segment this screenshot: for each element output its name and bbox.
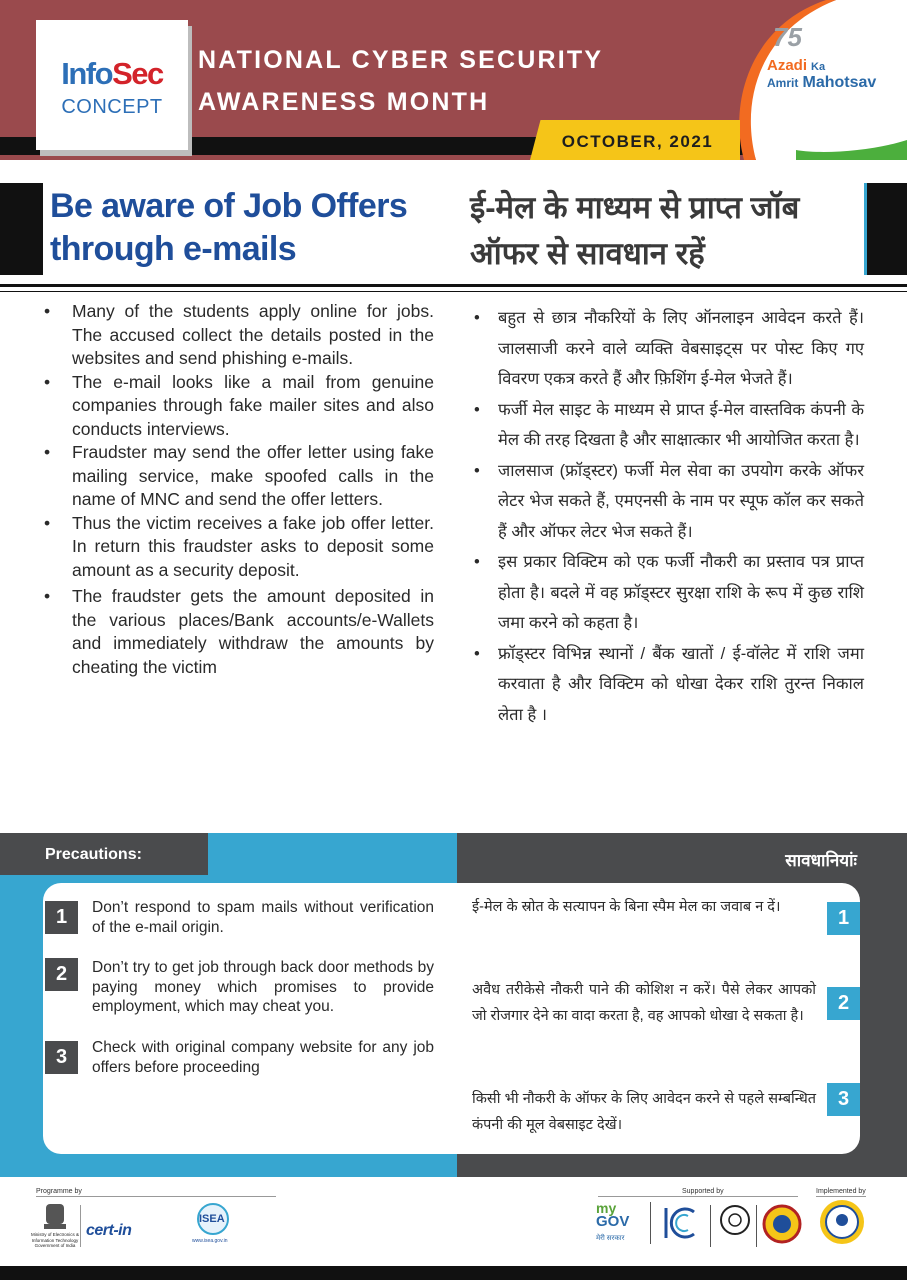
infosec-wordmark (36, 56, 188, 92)
precaution-number-hi-3: 3 (827, 1083, 860, 1116)
mygov-sub: मेरी सरकार (596, 1235, 625, 1242)
list-item: • फ्रॉड्स्टर विभिन्न स्थानों / बैंक खातों / ई-वॉलेट में राशि जमा करवाता है और विक्टिम को धोखा देकर राशि तुरन्त निकाल लेता है । (472, 639, 864, 731)
aka-azadi: Azadi (767, 57, 808, 74)
precaution-number-1: 1 (45, 901, 78, 934)
cdac-seal-icon (818, 1198, 866, 1246)
logo-sec-text: Sec (112, 56, 163, 91)
list-item: • Many of the students apply online for jobs. The accused collect the details posted in the websites and send phishing e-mails. (42, 300, 434, 371)
precaution-en-2: Don’t try to get job through back door methods by paying money which promises to provide employment, which may cheat you. (92, 959, 434, 1015)
precaution-hi-3: किसी भी नौकरी के ऑफर के लिए आवेदन करने से पहले सम्बन्धित कंपनी की मूल वेबसाइट देखें। (472, 1091, 816, 1133)
ic-logo-icon (660, 1204, 700, 1242)
precaution-number-2: 2 (45, 958, 78, 991)
aka-ka: Ka (811, 61, 826, 73)
precaution-number-hi-2: 2 (827, 987, 860, 1020)
date-text: OCTOBER, 2021 (561, 132, 714, 151)
title-right-bar (864, 183, 907, 275)
footer-divider (650, 1202, 651, 1244)
footer-rule-left (36, 1196, 276, 1197)
header-title-line1: NATIONAL CYBER SECURITY (198, 46, 604, 74)
title-rule-thin (0, 291, 907, 292)
precaution-en-3: Check with original company website for any job offers before proceeding (92, 1039, 434, 1076)
page-title-english: Be aware of Job Offers through e-mails (50, 187, 408, 268)
title-rule (0, 284, 907, 287)
points-english (42, 300, 434, 679)
implemented-by-label: Implemented by (816, 1188, 866, 1195)
list-item: • Thus the victim receives a fake job offer letter. In return this fraudster asks to deposit some amount as a security deposit. (42, 512, 434, 583)
footer-divider (756, 1205, 757, 1247)
infosec-logo (36, 20, 188, 150)
list-item: • Fraudster may send the offer letter using fake mailing service, make spoofed calls in the name of MNC and send the offer letters. (42, 441, 434, 512)
logo-subtitle: CONCEPT (61, 96, 163, 118)
title-left-bar (0, 183, 43, 275)
ministry-seal-icon (718, 1200, 752, 1248)
precaution-number-3: 3 (45, 1041, 78, 1074)
points-hindi (472, 303, 864, 730)
meity-label: Ministry of Electronics & Information Technology Government of India (30, 1232, 79, 1248)
precaution-hi-2: अवैध तरीकेसे नौकरी पाने की कोशिश न करें। पैसे लेकर आपको जो रोजगार देने का वादा करता है, वह आपको धोखा दे सकता है। (472, 982, 816, 1024)
footer-divider (710, 1205, 711, 1247)
isea-url: www.isea.gov.in (192, 1238, 228, 1244)
list-item: • बहुत से छात्र नौकरियों के लिए ऑनलाइन आवेदन करते हैं। जालसाजी करने वाले व्यक्ति वेबसाइट्स पर पोस्ट किए गए विवरण एकत्र करते हैं और फ़िशिंग ई-मेल भेजते हैं। (472, 303, 864, 395)
page-title-hindi: ई-मेल के माध्यम से प्राप्त जॉब ऑफर से सावधान रहें (470, 190, 800, 271)
header-title-line2: AWARENESS MONTH (198, 88, 490, 116)
azadi-ka-amrit-mahotsav-logo (767, 58, 902, 91)
precaution-number-hi-1: 1 (827, 902, 860, 935)
aka-amrit: Amrit (767, 76, 799, 90)
aka-mahotsav: Mahotsav (802, 74, 877, 91)
footer-rule-mid (598, 1196, 798, 1197)
list-item: • The fraudster gets the amount deposited in the various places/Bank accounts/e-Wallets and immediately withdraw the amounts by cheating the victim (42, 585, 434, 679)
precaution-en-1: Don’t respond to spam mails without verification of the e-mail origin. (92, 899, 434, 936)
bottom-bar (0, 1266, 907, 1280)
mygov-gov: GOV (596, 1213, 630, 1230)
list-item: • फर्जी मेल साइट के माध्यम से प्राप्त ई-मेल वास्तविक कंपनी के मेल की तरह दिखता है और साक्षात्कार भी आयोजित करता है। (472, 395, 864, 456)
list-item: • इस प्रकार विक्टिम को एक फर्जी नौकरी का प्रस्ताव पत्र प्राप्त होता है। बदले में वह फ्रॉड्स्टर सुरक्षा राशि के रूप में कुछ राशि जमा करने को कहता है। (472, 547, 864, 639)
police-badge-icon (762, 1204, 802, 1244)
programme-by-label: Programme by (36, 1188, 82, 1195)
precautions-heading-hindi: सावधानियांः (785, 851, 857, 870)
supported-by-label: Supported by (682, 1188, 724, 1195)
isea-text: ISEA (199, 1213, 225, 1225)
precautions-heading-english: Precautions: (45, 846, 142, 863)
aka-75-mark: 75 (773, 22, 802, 52)
footer-divider (80, 1205, 81, 1247)
footer-rule-right (816, 1196, 866, 1197)
logo-info-text: Info (61, 56, 113, 91)
mygov-my: my (596, 1200, 617, 1216)
precaution-hi-1: ई-मेल के स्रोत के सत्यापन के बिना स्पैम मेल का जवाब न दें। (472, 899, 781, 915)
list-item: • जालसाज (फ्रॉड्स्टर) फर्जी मेल सेवा का उपयोग करके ऑफर लेटर भेज सकते हैं, एमएनसी के नाम पर स्पूफ कॉल कर सकते हैं और ऑफर लेटर भेज सकते हैं। (472, 456, 864, 548)
list-item: • The e-mail looks like a mail from genuine companies through fake mailer sites and also conducts interviews. (42, 371, 434, 442)
cert-in-logo: cert-in (86, 1222, 132, 1239)
ashoka-emblem-icon (42, 1202, 68, 1232)
